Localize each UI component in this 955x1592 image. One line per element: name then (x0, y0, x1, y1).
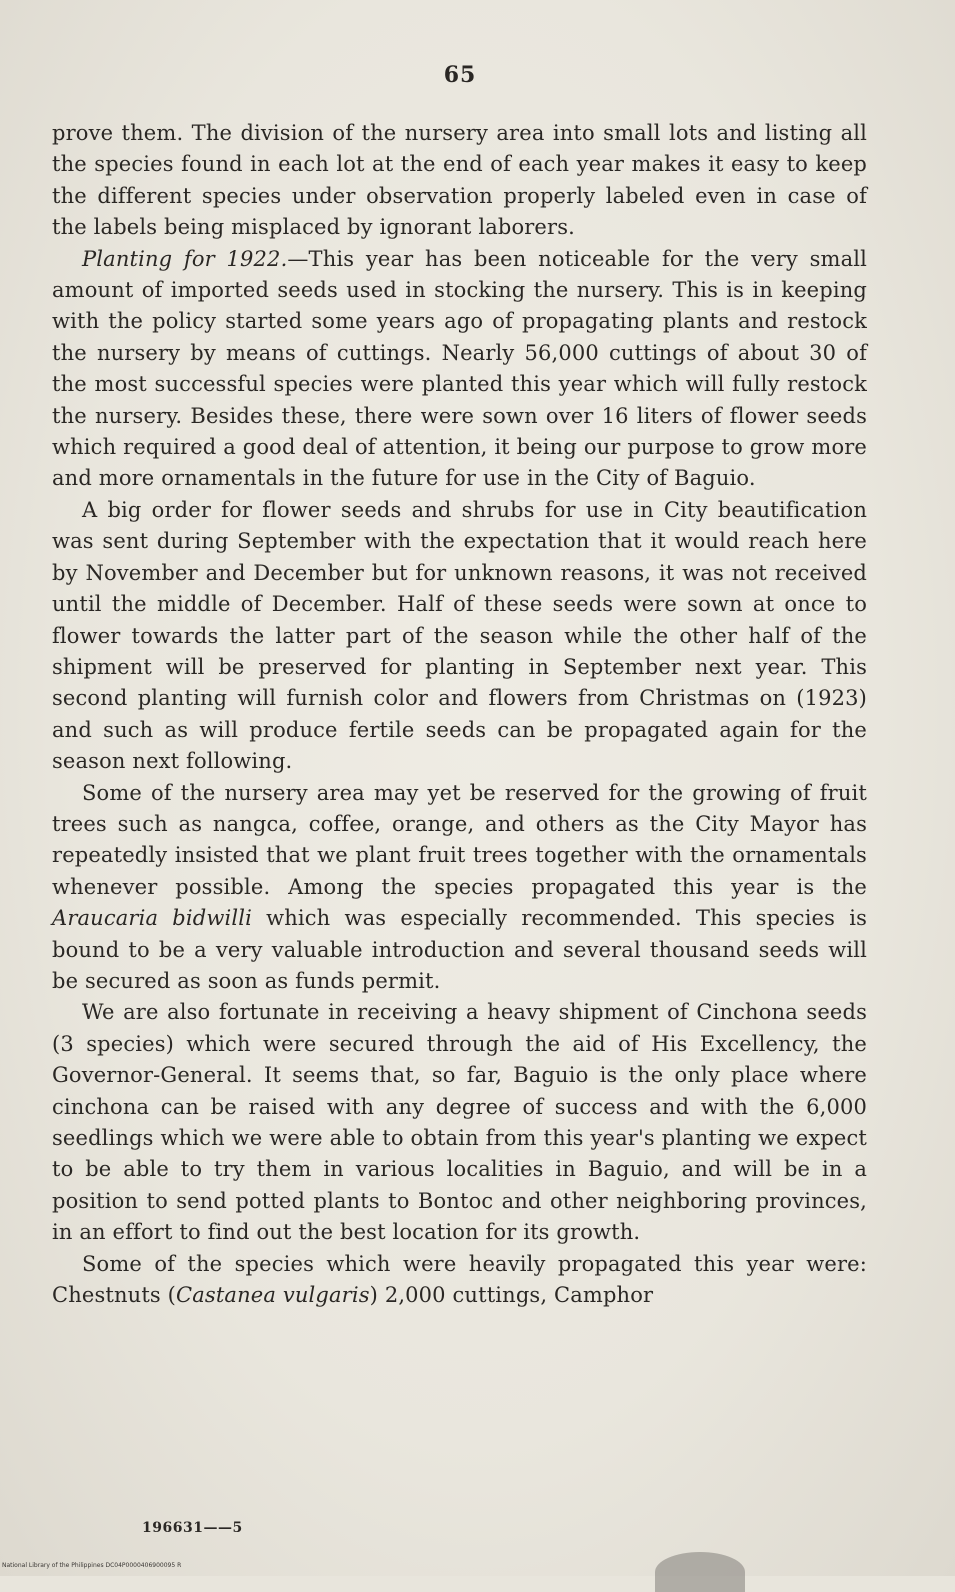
signature-mark: 196631——5 (142, 1520, 243, 1536)
paragraph-2 (52, 244, 867, 495)
run-in-heading: Planting for 1922. (82, 246, 288, 271)
paragraph-6-text-before: Some of the species which were heavily propagated this year were: Chestnuts ( (52, 1251, 867, 1308)
page-number: 65 (443, 62, 477, 88)
paragraph-5: We are also fortunate in receiving a heavy shipment of Cinchona seeds (3 species) which were secured through the aid of His Excellency, the Governor-General. It seems that, so far, Baguio is the only place where cinchona can be raised with any degree of success and with the 6,000 seedlings which we were able to obtain from this year's planting we expect to be able to try them in various localities in Baguio, and will be in a position to send potted plants to Bontoc and other neighboring provinces, in an effort to find out the best location for its growth. (52, 1000, 867, 1245)
paragraph-4-text-after: which was especially recommended. This species is bound to be a very valuable introduction and several thousand seeds will be secured as soon as funds permit. (52, 906, 867, 993)
body-text (52, 118, 867, 1311)
paragraph-3: A big order for flower seeds and shrubs for use in City beautification was sent during September with the expectation that it would reach here by November and December but for unknown reasons, it was not received until the middle of December. Half of these seeds were sown at once to flower towards the latter part of the season while the other half of the shipment will be preserved for planting in September next year. This second planting will furnish color and flowers from Christmas on (1923) and such as will produce fertile seeds can be propagated again for the season next following. (52, 497, 867, 774)
scan-footer: National Library of the Philippines DC04P0000406900095 R (2, 1562, 182, 1569)
paragraph-4-text-before: Some of the nursery area may yet be reserved for the growing of fruit trees such as nangca, coffee, orange, and others as the City Mayor has repeatedly insisted that we plant fruit trees together with the ornamentals whenever possible. Among the species propagated this year is the (52, 780, 867, 899)
paragraph-2-text: —This year has been noticeable for the very small amount of imported seeds used in stocking the nursery. This is in keeping with the policy started some years ago of propagating plants and restock the nursery by means of cuttings. Nearly 56,000 cuttings of about 30 of the most successful species were planted this year which will fully restock the nursery. Besides these, there were sown over 16 liters of flower seeds which required a good deal of attention, it being our purpose to grow more and more ornamentals in the future for use in the City of Baguio. (52, 246, 868, 491)
species-name-castanea: Castanea vulgaris (176, 1283, 370, 1308)
paragraph-6-text-after: ) 2,000 cuttings, Camphor (369, 1283, 654, 1308)
paragraph-6 (52, 1249, 867, 1312)
paragraph-1: prove them. The division of the nursery area into small lots and listing all the species found in each lot at the end of each year makes it easy to keep the different species under observation properly labeled even in case of the labels being misplaced by ignorant laborers. (52, 121, 867, 240)
paragraph-4 (52, 778, 867, 998)
species-name-araucaria: Araucaria bidwilli (52, 906, 252, 931)
thumb-shadow (655, 1552, 745, 1592)
